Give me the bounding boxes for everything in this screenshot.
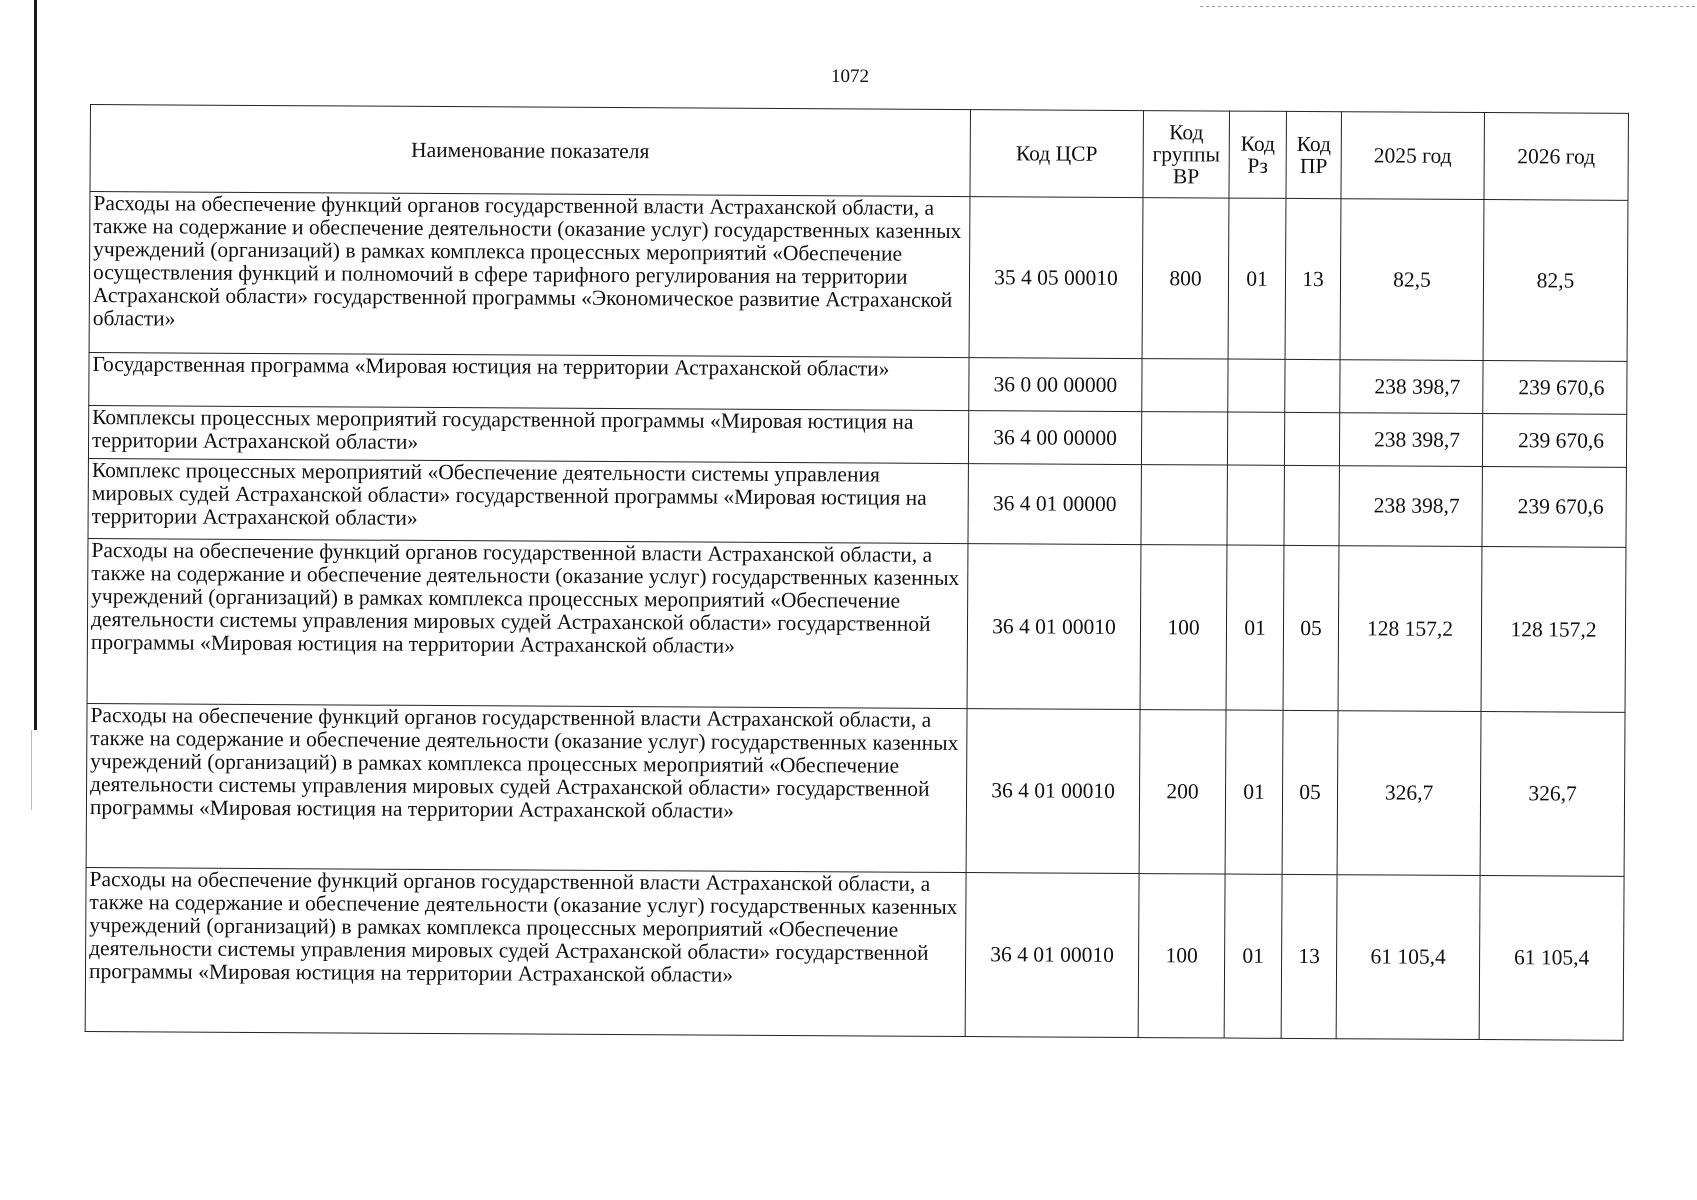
row-name: Расходы на обеспечение функций органов государственной власти Астраханской области, а также на содержание и обеспечение деятельности (оказание услуг) государственных казенных учреждений (организаций) в рамках комплекса процессных мероприятий «Обеспечение деятельности системы управления мировых судей Астраханской области» государственной программы «Мировая юстиция на территории Астраханской области» bbox=[86, 703, 967, 872]
row-name: Расходы на обеспечение функций органов государственной власти Астраханской области, а также на содержание и обеспечение деятельности (оказание услуг) государственных казенных учреждений (организаций) в рамках комплекса процессных мероприятий «Обеспечение деятельности системы управления мировых судей Астраханской области» государственной программы «Мировая юстиция на территории Астраханской области» bbox=[87, 538, 968, 708]
row-rz bbox=[1228, 359, 1285, 412]
row-2026: 239 670,6 bbox=[1483, 361, 1627, 415]
row-name: Комплексы процессных мероприятий государственной программы «Мировая юстиция на территории Астраханской области» bbox=[88, 405, 968, 463]
row-pr: 05 bbox=[1282, 710, 1338, 874]
row-csr: 36 4 01 00010 bbox=[965, 873, 1139, 1038]
row-name: Расходы на обеспечение функций органов государственной власти Астраханской области, а также на содержание и обеспечение деятельности (оказание услуг) государственных казенных учреждений (организаций) в рамках комплекса процессных мероприятий «Обеспечение осуществления функций и полномочий в сфере тарифного регулирования на территории Астраханской области» государственной программы «Экономическое развитие Астраханской области» bbox=[89, 192, 970, 358]
row-pr bbox=[1284, 412, 1339, 465]
header-csr: Код ЦСР bbox=[970, 110, 1143, 198]
table-row bbox=[88, 458, 1626, 547]
row-csr: 35 4 05 00010 bbox=[969, 197, 1143, 359]
row-2025: 238 398,7 bbox=[1339, 413, 1482, 467]
row-csr: 36 4 01 00010 bbox=[967, 544, 1141, 710]
row-csr: 36 4 01 00000 bbox=[968, 464, 1141, 545]
table-row bbox=[87, 538, 1626, 712]
row-2026: 82,5 bbox=[1483, 200, 1628, 362]
scan-left-edge-faint-line bbox=[31, 730, 32, 810]
row-csr: 36 4 01 00010 bbox=[966, 709, 1140, 874]
row-name: Комплекс процессных мероприятий «Обеспечение деятельности системы управления мировых судей Астраханской области» государственной программы «Мировая юстиция на территории Астраханской области» bbox=[88, 458, 968, 543]
row-pr bbox=[1285, 359, 1340, 412]
row-2026: 239 670,6 bbox=[1482, 467, 1626, 548]
header-2026: 2026 год bbox=[1484, 113, 1628, 201]
row-2026: 61 105,4 bbox=[1479, 876, 1624, 1041]
row-rz: 01 bbox=[1224, 874, 1282, 1038]
row-2025: 238 398,7 bbox=[1340, 360, 1483, 414]
row-2026: 239 670,6 bbox=[1482, 414, 1626, 468]
row-pr: 13 bbox=[1285, 198, 1341, 359]
scan-top-edge-line bbox=[1200, 6, 1697, 7]
row-name: Государственная программа «Мировая юстиция на территории Астраханской области» bbox=[89, 352, 969, 410]
row-csr: 36 4 00 00000 bbox=[968, 411, 1141, 465]
row-pr: 05 bbox=[1283, 545, 1339, 710]
row-2026: 326,7 bbox=[1480, 712, 1625, 877]
row-2025: 82,5 bbox=[1340, 199, 1484, 361]
row-vr bbox=[1141, 465, 1227, 545]
row-2026: 128 157,2 bbox=[1481, 547, 1626, 713]
table-header-row bbox=[90, 105, 1628, 201]
table-row bbox=[89, 352, 1627, 414]
row-vr: 200 bbox=[1139, 710, 1226, 874]
row-vr: 800 bbox=[1142, 198, 1229, 359]
row-rz: 01 bbox=[1226, 545, 1284, 710]
table-row bbox=[89, 192, 1628, 362]
header-2025: 2025 год bbox=[1341, 112, 1484, 200]
row-rz bbox=[1227, 412, 1284, 465]
row-rz: 01 bbox=[1228, 198, 1286, 359]
row-2025: 128 157,2 bbox=[1338, 546, 1482, 712]
header-pr: Код ПР bbox=[1286, 111, 1342, 198]
table-row bbox=[85, 867, 1624, 1040]
scan-left-edge-line bbox=[34, 0, 37, 730]
table-row bbox=[86, 703, 1625, 876]
header-vr: Код группы ВР bbox=[1143, 111, 1229, 198]
row-rz: 01 bbox=[1225, 710, 1283, 874]
row-vr bbox=[1142, 359, 1228, 412]
budget-table bbox=[85, 104, 1629, 1041]
page-number: 1072 bbox=[831, 66, 869, 87]
row-vr bbox=[1141, 412, 1227, 465]
row-vr: 100 bbox=[1140, 545, 1227, 710]
row-2025: 238 398,7 bbox=[1339, 466, 1482, 547]
header-rz: Код Рз bbox=[1229, 111, 1287, 198]
table-row bbox=[88, 405, 1626, 467]
row-2025: 326,7 bbox=[1337, 711, 1481, 876]
row-vr: 100 bbox=[1138, 874, 1225, 1038]
row-pr bbox=[1284, 465, 1339, 545]
row-rz bbox=[1227, 465, 1284, 545]
row-2025: 61 105,4 bbox=[1336, 875, 1480, 1040]
row-csr: 36 0 00 00000 bbox=[969, 358, 1142, 412]
row-pr: 13 bbox=[1281, 874, 1337, 1038]
row-name: Расходы на обеспечение функций органов государственной власти Астраханской области, а также на содержание и обеспечение деятельности (оказание услуг) государственных казенных учреждений (организаций) в рамках комплекса процессных мероприятий «Обеспечение деятельности системы управления мировых судей Астраханской области» государственной программы «Мировая юстиция на территории Астраханской области» bbox=[85, 867, 966, 1036]
header-name: Наименование показателя bbox=[90, 105, 970, 197]
